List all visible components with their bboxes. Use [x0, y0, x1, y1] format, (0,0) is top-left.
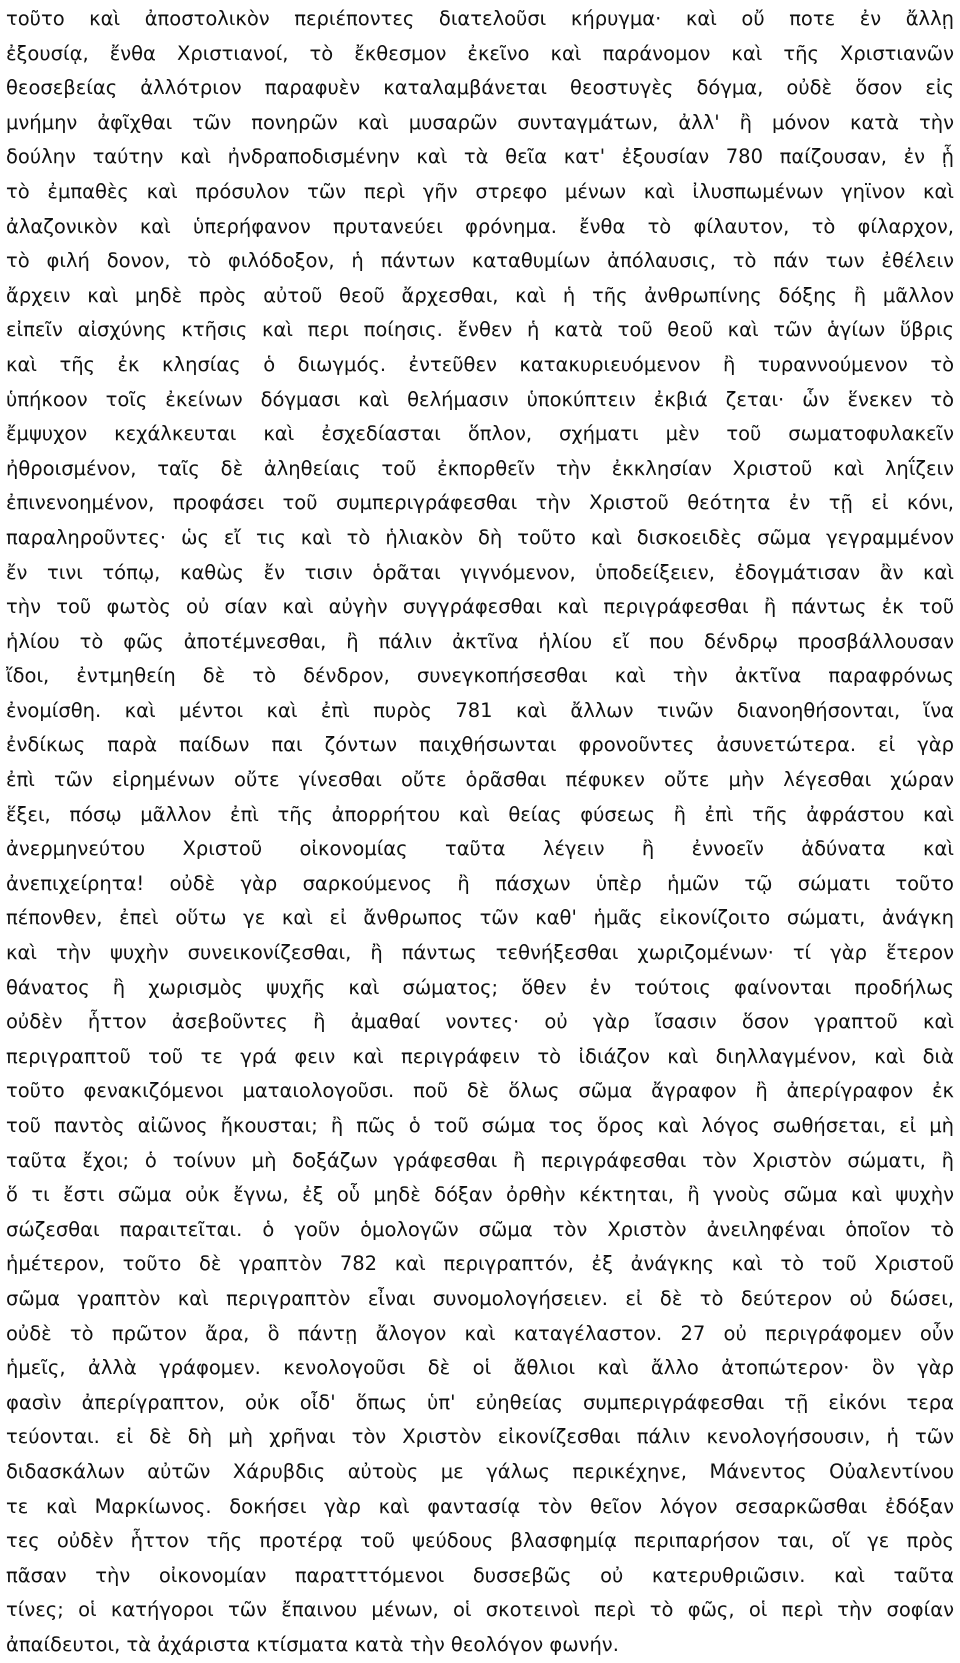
text-line: τες οὐδὲν ἧττον τῆς προτέρᾳ τοῦ ψεύδους βλασφημίᾳ περιπαρήσον ται, οἵ γε πρὸς	[6, 1529, 954, 1553]
text-line: τὴν τοῦ φωτὸς οὐ σίαν καὶ αὐγὴν συγγράφεσθαι καὶ περιγράφεσθαι ἢ πάντως ἐκ τοῦ	[6, 595, 954, 619]
text-line: ἐπὶ τῶν εἰρημένων οὔτε γίνεσθαι οὔτε ὁρᾶσθαι πέφυκεν οὔτε μὴν λέγεσθαι χώραν	[6, 768, 954, 792]
text-line: πᾶσαν τὴν οἰκονομίαν παρατττόμενοι δυσσεβῶς οὐ κατερυθριῶσιν. καὶ ταῦτα	[6, 1563, 954, 1587]
text-line: οὐδὲ τὸ πρῶτον ἄρα, ὃ πάντῃ ἄλογον καὶ καταγέλαστον. 27 οὐ περιγράφομεν οὖν	[6, 1321, 954, 1345]
text-line: μνήμην ἀφῖχθαι τῶν πονηρῶν καὶ μυσαρῶν συνταγμάτων, ἀλλ' ἢ μόνον κατὰ τὴν	[6, 110, 954, 134]
text-line: τοῦ παντὸς αἰῶνος ἤκουσται; ἢ πῶς ὁ τοῦ σώμα τος ὅρος καὶ λόγος σωθήσεται, εἰ μὴ	[6, 1114, 954, 1137]
text-line: τίνες; οἱ κατήγοροι τῶν ἔπαινου μένων, οἱ σκοτεινοὶ περὶ τὸ φῶς, οἱ περὶ τὴν σοφίαν	[6, 1598, 954, 1622]
text-line: ἐπινενοημένον, προφάσει τοῦ συμπεριγράφεσθαι τὴν Χριστοῦ θεότητα ἐν τῇ εἰ κόνι,	[6, 491, 954, 515]
text-line: ὑπήκοον τοῖς ἐκείνων δόγμασι καὶ θελήμασιν ὑποκύπτειν ἐκβιά ζεται· ὧν ἕνεκεν τὸ	[6, 387, 954, 411]
text-line: σῶμα γραπτὸν καὶ περιγραπτὸν εἶναι συνομολογήσειεν. εἰ δὲ τὸ δεύτερον οὐ δώσει,	[6, 1286, 954, 1310]
text-line: πέπονθεν, ἐπεὶ οὕτω γε καὶ εἰ ἄνθρωπος τῶν καθ' ἡμᾶς εἰκονίζοιτο σώματι, ἀνάγκη	[6, 906, 954, 930]
text-line: εἰπεῖν αἰσχύνης κτῆσις καὶ περι ποίησις. ἔνθεν ἡ κατὰ τοῦ θεοῦ καὶ τῶν ἁγίων ὕβρις	[6, 318, 954, 342]
text-line: ἴδοι, ἐντμηθείη δὲ τὸ δένδρον, συνεγκοπήσεσθαι καὶ τὴν ἀκτῖνα παραφρόνως	[6, 664, 954, 688]
text-line: περιγραπτοῦ τοῦ τε γρά φειν καὶ περιγράφειν τὸ ἰδιάζον καὶ διηλλαγμένον, καὶ διὰ	[6, 1044, 954, 1068]
text-line: καὶ τὴν ψυχὴν συνεικονίζεσθαι, ἢ πάντως τεθνήξεσθαι χωριζομένων· τί γὰρ ἕτερον	[6, 941, 954, 965]
text-line: οὐδὲν ἧττον ἀσεβοῦντες ἢ ἀμαθαί νοντες· οὐ γὰρ ἴσασιν ὅσον γραπτοῦ καὶ	[6, 1010, 954, 1034]
text-line: ἀπαίδευτοι, τὰ ἀχάριστα κτίσματα κατὰ τὴν θεολόγον φωνήν.	[6, 1632, 619, 1656]
text-line: ἔν τινι τόπῳ, καθὼς ἔν τισιν ὁρᾶται γιγνόμενον, ὑποδείξειεν, ἐδογμάτισαν ἂν καὶ	[6, 560, 954, 584]
text-line: ἡμέτερον, τοῦτο δὲ γραπτὸν 782 καὶ περιγραπτόν, ἐξ ἀνάγκης καὶ τὸ τοῦ Χριστοῦ	[6, 1252, 954, 1276]
text-line: παραληροῦντες· ὡς εἴ τις καὶ τὸ ἡλιακὸν δὴ τοῦτο καὶ δισκοειδὲς σῶμα γεγραμμένον	[6, 525, 954, 549]
text-line: ἄρχειν καὶ μηδὲ πρὸς αὐτοῦ θεοῦ ἄρχεσθαι, καὶ ἡ τῆς ἀνθρωπίνης δόξης ἢ μᾶλλον	[6, 283, 954, 307]
text-line: ἀλαζονικὸν καὶ ὑπερήφανον πρυτανεύει φρόνημα. ἔνθα τὸ φίλαυτον, τὸ φίλαρχον,	[6, 214, 954, 238]
text-line: καὶ τῆς ἐκ κλησίας ὁ διωγμός. ἐντεῦθεν κατακυριευόμενον ἢ τυραννούμενον τὸ	[6, 352, 954, 376]
text-line: ἐξουσίᾳ, ἔνθα Χριστιανοί, τὸ ἔκθεσμον ἐκεῖνο καὶ παράνομον καὶ τῆς Χριστιανῶν	[6, 41, 954, 65]
text-line: ὅ τι ἔστι σῶμα οὐκ ἔγνω, ἐξ οὗ μηδὲ δόξαν ὀρθὴν κέκτηται, ἢ γνοὺς σῶμα καὶ ψυχὴν	[6, 1183, 954, 1207]
text-line: ἀνερμηνεύτου Χριστοῦ οἰκονομίας ταῦτα λέγειν ἢ ἐννοεῖν ἀδύνατα καὶ	[6, 837, 954, 861]
text-line: ἐνομίσθη. καὶ μέντοι καὶ ἐπὶ πυρὸς 781 καὶ ἄλλων τινῶν διανοηθήσονται, ἵνα	[6, 698, 954, 722]
text-line: ἕξει, πόσῳ μᾶλλον ἐπὶ τῆς ἀπορρήτου καὶ θείας φύσεως ἢ ἐπὶ τῆς ἀφράστου καὶ	[6, 802, 954, 826]
text-line: τὸ φιλή δονον, τὸ φιλόδοξον, ἡ πάντων καταθυμίων ἀπόλαυσις, τὸ πάν των ἐθέλειν	[6, 249, 954, 273]
text-line: τοῦτο καὶ ἀποστολικὸν περιέποντες διατελοῦσι κήρυγμα· καὶ οὔ ποτε ἐν ἄλλῃ	[6, 7, 954, 30]
text-line: σώζεσθαι παραιτεῖται. ὁ γοῦν ὁμολογῶν σῶμα τὸν Χριστὸν ἀνειληφέναι ὁποῖον τὸ	[6, 1217, 954, 1241]
text-line: θάνατος ἢ χωρισμὸς ψυχῆς καὶ σώματος; ὅθεν ἐν τούτοις φαίνονται προδήλως	[6, 975, 954, 999]
text-line: θεοσεβείας ἀλλότριον παραφυὲν καταλαμβάνεται θεοστυγὲς δόγμα, οὐδὲ ὅσον εἰς	[6, 76, 954, 100]
text-line: ἀνεπιχείρητα! οὐδὲ γὰρ σαρκούμενος ἢ πάσχων ὑπὲρ ἡμῶν τῷ σώματι τοῦτο	[6, 871, 954, 895]
text-line: ἐνδίκως παρὰ παίδων παι ζόντων παιχθήσωνται φρονοῦντες ἀσυνετώτερα. εἰ γὰρ	[6, 733, 954, 757]
text-line: τοῦτο φενακιζόμενοι ματαιολογοῦσι. ποῦ δὲ ὅλως σῶμα ἄγραφον ἢ ἀπερίγραφον ἐκ	[6, 1079, 954, 1103]
text-line: ἡλίου τὸ φῶς ἀποτέμνεσθαι, ἢ πάλιν ἀκτῖνα ἡλίου εἴ που δένδρῳ προσβάλλουσαν	[6, 629, 954, 653]
text-line: ἠθροισμένον, ταῖς δὲ ἀληθείαις τοῦ ἐκπορθεῖν τὴν ἐκκλησίαν Χριστοῦ καὶ ληΐζειν	[6, 456, 954, 480]
text-line: τεύονται. εἰ δὲ δὴ μὴ χρῆναι τὸν Χριστὸν εἰκονίζεσθαι πάλιν κενολογήσουσιν, ἡ τῶν	[6, 1425, 954, 1449]
text-line: ἡμεῖς, ἀλλὰ γράφομεν. κενολογοῦσι δὲ οἱ ἄθλιοι καὶ ἄλλο ἀτοπώτερον· ὃν γὰρ	[6, 1356, 954, 1380]
text-line: φασὶν ἀπερίγραπτον, οὐκ οἶδ' ὅπως ὑπ' εὐηθείας συμπεριγράφεσθαι τῇ εἰκόνι τερα	[6, 1390, 954, 1414]
text-line: τε καὶ Μαρκίωνος. δοκήσει γὰρ καὶ φαντασίᾳ τὸν θεῖον λόγον σεσαρκῶσθαι ἐδόξαν	[6, 1494, 954, 1518]
text-line: τὸ ἐμπαθὲς καὶ πρόσυλον τῶν περὶ γῆν στρεφο μένων καὶ ἰλυσπωμένων γηϊνον καὶ	[6, 179, 954, 203]
text-line: δούλην ταύτην καὶ ἠνδραποδισμένην καὶ τὰ θεῖα κατ' ἐξουσίαν 780 παίζουσαν, ἐν ᾗ	[6, 145, 954, 169]
text-line: διδασκάλων αὐτῶν Χάρυβδις αὐτοὺς με γάλως περικέχηνε, Μάνεντος Οὐαλεντίνου	[6, 1459, 954, 1483]
text-line: ἔμψυχον κεχάλκευται καὶ ἐσχεδίασται ὅπλον, σχήματι μὲν τοῦ σωματοφυλακεῖν	[6, 422, 954, 446]
text-line: ταῦτα ἔχοι; ὁ τοίνυν μὴ δοξάζων γράφεσθαι ἢ περιγράφεσθαι τὸν Χριστὸν σώματι, ἢ	[6, 1148, 954, 1172]
